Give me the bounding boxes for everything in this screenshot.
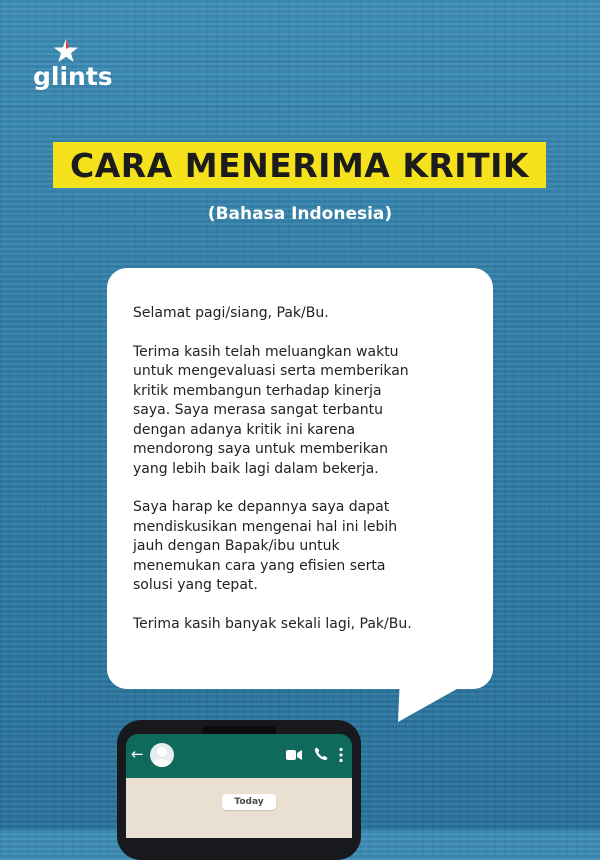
avatar-icon[interactable] <box>150 743 174 767</box>
more-vertical-icon[interactable] <box>338 747 344 763</box>
date-chip: Today <box>222 794 276 810</box>
message-paragraph-1: Terima kasih telah meluangkan waktu untuk mengevaluasi serta memberikan kritik membangun terhadap kinerja saya. Saya merasa sangat terbantu dengan adanya kritik ini karena mendorong saya untuk memberikan yang lebih baik lagi dalam bekerja. <box>133 343 409 477</box>
message-body <box>133 304 483 653</box>
title-banner <box>53 142 546 188</box>
subtitle: (Bahasa Indonesia) <box>207 204 393 224</box>
chat-screen <box>126 778 352 838</box>
logo-text: glints <box>33 62 113 91</box>
star-icon <box>53 38 79 64</box>
message-closing: Terima kasih banyak sekali lagi, Pak/Bu. <box>133 615 412 632</box>
phone-call-icon[interactable] <box>314 747 328 761</box>
message-paragraph-2: Saya harap ke depannya saya dapat mendiskusikan mengenai hal ini lebih jauh dengan Bapak/ibu untuk menemukan cara yang efisien serta solusi yang tepat. <box>133 499 398 593</box>
glints-logo <box>33 38 113 98</box>
phone-mockup <box>117 720 361 860</box>
speech-bubble-tail <box>380 676 480 722</box>
video-call-icon[interactable] <box>286 749 302 761</box>
message-greeting: Selamat pagi/siang, Pak/Bu. <box>133 305 329 321</box>
chat-header <box>126 734 352 778</box>
back-arrow-icon[interactable]: ← <box>131 745 144 763</box>
page-title: CARA MENERIMA KRITIK <box>70 145 529 185</box>
